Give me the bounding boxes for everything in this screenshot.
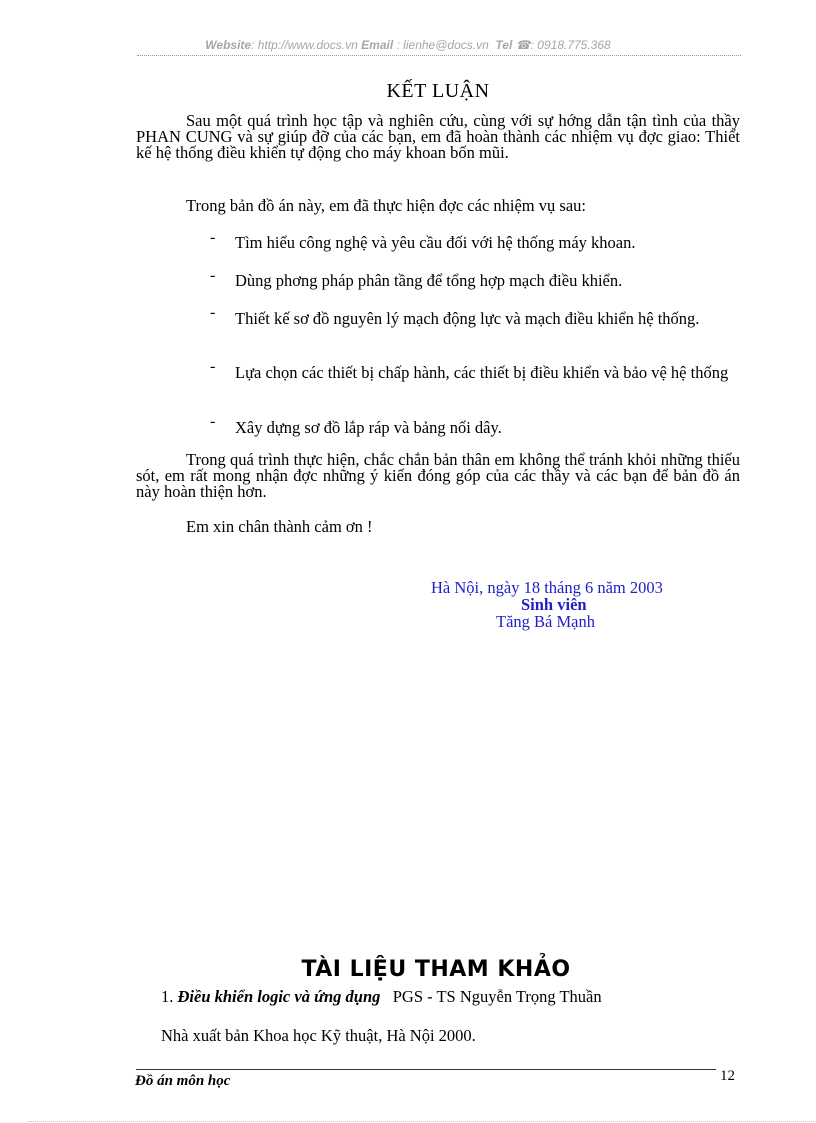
- references-title: TÀI LIỆU THAM KHẢO: [301, 957, 571, 982]
- conclusion-paragraph-3: Trong quá trình thực hiện, chắc chắn bản thân em không thể tránh khỏi những thiếu sót, em rất mong nhận đợc những ý kiến đóng góp của các thầy và các bạn để bản đồ án này hoàn thiện hơn.: [136, 450, 740, 501]
- task-item: Dùng phơng pháp phân tầng để tổng hợp mạch điều khiển.: [235, 271, 623, 290]
- website-label: Website: [205, 38, 252, 52]
- task-item: Lựa chọn các thiết bị chấp hành, các thiết bị điều khiển và bảo vệ hệ thống: [235, 363, 729, 382]
- bullet-marker: -: [210, 229, 216, 246]
- reference-author: PGS - TS Nguyễn Trọng Thuần: [392, 987, 602, 1006]
- email-value: : lienhe@docs.vn: [396, 38, 489, 52]
- bullet-marker: -: [210, 413, 216, 430]
- footer-divider: [136, 1069, 716, 1070]
- bullet-marker: -: [210, 304, 216, 321]
- signature-role: Sinh viên: [521, 595, 587, 614]
- page-header: [0, 38, 816, 52]
- signature-name: Tăng Bá Mạnh: [496, 612, 595, 631]
- bullet-marker: -: [210, 358, 216, 375]
- reference-book-title: Điều khiển logic và ứng dụng: [177, 987, 381, 1006]
- page-number: 12: [720, 1068, 735, 1084]
- phone-icon: ☎: [515, 38, 531, 52]
- reference-item: [161, 987, 602, 1007]
- conclusion-paragraph-1: Sau một quá trình học tập và nghiên cứu, cùng với sự hớng dẫn tận tình của thầy PHAN CUNG và sự giúp đỡ của các bạn, em đã hoàn thành các nhiệm vụ đợc giao: Thiết kế hệ thống điều khiển tự động cho máy khoan bốn mũi.: [136, 111, 740, 162]
- conclusion-title: KẾT LUẬN: [386, 80, 490, 102]
- tel-label: Tel: [495, 38, 513, 52]
- footer-course-label: Đồ án môn học: [135, 1073, 231, 1089]
- bullet-marker: -: [210, 267, 216, 284]
- conclusion-paragraph-2: Trong bản đồ án này, em đã thực hiện đợc các nhiệm vụ sau:: [186, 196, 586, 215]
- email-label: Email: [361, 38, 394, 52]
- reference-number: 1.: [161, 987, 174, 1006]
- reference-publisher: Nhà xuất bản Khoa học Kỹ thuật, Hà Nội 2000.: [161, 1026, 476, 1045]
- task-item: Thiết kế sơ đồ nguyên lý mạch động lực và mạch điều khiển hệ thống.: [235, 309, 700, 328]
- website-value: : http://www.docs.vn: [251, 38, 358, 52]
- task-item: Tìm hiểu công nghệ và yêu cầu đối với hệ thống máy khoan.: [235, 233, 636, 252]
- tel-value: : 0918.775.368: [530, 38, 611, 52]
- conclusion-paragraph-4: Em xin chân thành cảm ơn !: [186, 517, 373, 536]
- task-item: Xây dựng sơ đồ lắp ráp và bảng nối dây.: [235, 418, 502, 437]
- signature-place-date: Hà Nội, ngày 18 tháng 6 năm 2003: [431, 578, 663, 597]
- header-divider: [137, 55, 741, 56]
- page-bottom-border: [28, 1121, 816, 1122]
